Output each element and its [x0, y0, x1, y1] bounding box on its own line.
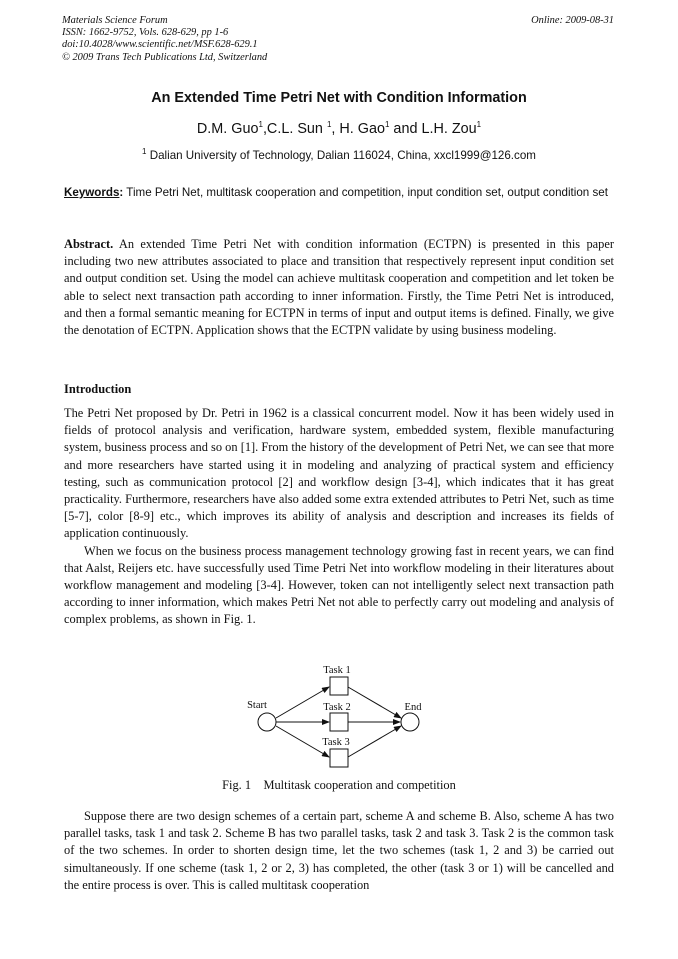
paper-title: An Extended Time Petri Net with Condition Information: [151, 90, 527, 106]
start-label: Start: [247, 700, 267, 711]
arc-task1-end: [348, 687, 401, 718]
keywords-colon: :: [119, 186, 124, 199]
arc-task3-end: [348, 726, 401, 757]
abstract-block: [64, 236, 614, 339]
author-name: D.M. Guo: [196, 121, 259, 137]
journal-copyright: © 2009 Trans Tech Publications Ltd, Switzerland: [62, 51, 268, 63]
figure-caption: Fig. 1 Multitask cooperation and competition: [222, 778, 456, 792]
arc-start-task1: [276, 687, 329, 718]
affiliation: [0, 149, 678, 162]
author-affil-mark: 1: [258, 120, 263, 130]
journal-header: [62, 15, 267, 64]
end-label: End: [404, 702, 422, 713]
end-place-circle: [401, 713, 419, 731]
abstract-text: An extended Time Petri Net with condition information (ECTPN) is presented in this paper including two new attributes associated to place and transition that respectively represent input condition set and output condition set. Using the model can achieve multitask cooperation and competition and let token be able to select next transaction path according to inner information. Firstly, the Time Petri Net is introduced, and then a formal semantic meaning for ECTPN in terms of input and output items is defined. Finally, we give the denotation of ECTPN. Application shows that the ECTPN validate by using business modeling.: [64, 237, 614, 338]
author-name: , H. Gao: [331, 121, 385, 137]
section-heading-introduction: Introduction: [64, 382, 132, 396]
petri-net-figure: [230, 660, 440, 772]
author-affil-mark: 1: [476, 120, 482, 130]
keywords-label: Keywords: [64, 186, 120, 199]
affil-mark: 1: [142, 147, 147, 157]
introduction-body: [64, 405, 614, 629]
online-date: Online: 2009-08-31: [531, 15, 614, 26]
task1-label: Task 1: [323, 665, 351, 676]
body-paragraph-3: Suppose there are two design schemes of a certain part, scheme A and scheme B. Also, scheme A has two parallel tasks, task 1 and task 2. Scheme B has two parallel tasks, task 2 and task 3. Task 2 is the common task of the two schemes. In order to shorten design time, let the two schemes (task 1, 2 and 3) be carried out simultaneously. If one scheme (task 1, 2 or 2, 3) has completed, the other (task 3 or 1) will be cancelled and the entire process is over. This is called multitask cooperation: [64, 809, 614, 892]
intro-paragraph-2: When we focus on the business process management technology growing fast in recent years, we can find that Aalst, Reijers etc. have successfully used Time Petri Net into workflow modeling in their literatures about workflow management and modeling [3-4]. However, token can not intelligently select next transaction path according to inner information, which makes Petri Net not able to perfectly carry out modeling and analysis of complex problems, as shown in Fig. 1.: [64, 543, 614, 627]
intro-paragraph-1: The Petri Net proposed by Dr. Petri in 1962 is a classical concurrent model. Now it has been widely used in fields of protocol analysis and verification, hardware system, embedded system, flexible manufacturing system, business process and so on [1]. From the history of the development of Petri Net, we can see that more and more researchers have started using it in modeling and analyzing of practical system and efficiency testing, such as communication protocol [2] and workflow design [3-4], which indicates that it has great practicality. Furthermore, researchers have also added some extra extended attributes to Petri Net, such as time [5-7], color [8-9] etc., which improves its ability of analysis and description and increases its fields of application continuously.: [64, 406, 614, 541]
author-affil-mark: 1: [326, 120, 332, 130]
task3-label: Task 3: [322, 737, 350, 748]
author-name: and L.H. Zou: [389, 121, 477, 137]
task2-transition-box: [330, 713, 348, 731]
arc-start-task3: [276, 726, 329, 757]
keywords-text: Time Petri Net, multitask cooperation and competition, input condition set, output condition set: [123, 186, 608, 199]
task2-label: Task 2: [323, 702, 351, 713]
abstract-label: Abstract.: [64, 237, 114, 251]
journal-issn: ISSN: 1662-9752, Vols. 628-629, pp 1-6: [62, 27, 229, 39]
affil-text: Dalian University of Technology, Dalian 116024, China, xxcl1999@126.com: [146, 149, 536, 162]
journal-doi: doi:10.4028/www.scientific.net/MSF.628-629.1: [62, 39, 258, 51]
task1-transition-box: [330, 677, 348, 695]
keywords-block: [64, 185, 614, 201]
task3-transition-box: [330, 749, 348, 767]
journal-name: Materials Science Forum: [62, 15, 168, 26]
author-name: ,C.L. Sun: [262, 121, 327, 137]
author-list: [0, 121, 678, 137]
start-place-circle: [258, 713, 276, 731]
author-affil-mark: 1: [384, 120, 390, 130]
